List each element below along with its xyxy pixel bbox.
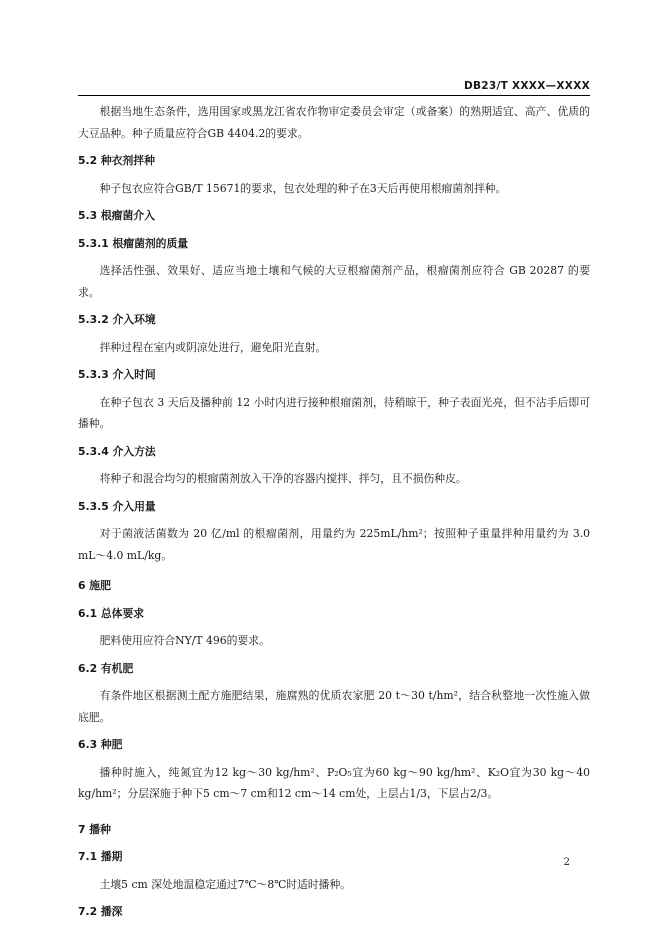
heading-6-2: 6.2 有机肥: [78, 661, 134, 675]
heading-5-3-1: 5.3.1 根瘤菌剂的质量: [78, 236, 189, 250]
paragraph-fertilizer-general: 肥料使用应符合NY/T 496的要求。: [99, 634, 270, 647]
paragraph-seed-coating: 种子包衣应符合GB/T 15671的要求，包衣处理的种子在3天后再使用根瘤菌剂拌种。: [99, 181, 507, 195]
heading-5-3-2: 5.3.2 介入环境: [78, 313, 156, 326]
heading-6-3: 6.3 种肥: [78, 738, 123, 751]
heading-6: 6 施肥: [78, 579, 111, 592]
heading-5-3-5: 5.3.5 介入用量: [78, 499, 156, 513]
heading-5-3-4: 5.3.4 介入方法: [78, 444, 156, 458]
document-code: DB23/T XXXX—XXXX: [463, 80, 590, 92]
heading-7-2: 7.2 播深: [78, 905, 123, 918]
paragraph-sowing-date: 土壤5 cm 深处地温稳定通过7℃～8℃时适时播种。: [99, 877, 352, 891]
paragraph-inoculation-environment: 拌种过程在室内或阴凉处进行，避免阳光直射。: [99, 340, 327, 354]
document-body: [78, 101, 590, 923]
page-number: 2: [563, 857, 570, 868]
heading-5-3-3: 5.3.3 介入时间: [78, 368, 156, 381]
heading-7-1: 7.1 播期: [78, 850, 123, 863]
heading-6-1: 6.1 总体要求: [78, 606, 145, 620]
paragraph-organic-fertilizer: 有条件地区根据测土配方施肥结果，施腐熟的优质农家肥 20 t～30 t/hm²，结合秋整地一次性施入做底肥。: [78, 689, 590, 724]
heading-5-3: 5.3 根瘤菌介入: [78, 209, 155, 222]
paragraph-variety-selection: 根据当地生态条件，选用国家或黑龙江省农作物审定委员会审定（或备案）的熟期适宜、高产、优质的大豆品种。种子质量应符合GB 4404.2的要求。: [78, 105, 590, 140]
paragraph-seed-fertilizer: 播种时施入，纯氮宜为12 kg～30 kg/hm²、P₂O₅宜为60 kg～90 kg/hm²、K₂O宜为30 kg～40 kg/hm²；分层深施于种下5 cm～7 cm和12 cm～14 cm处，上层占1/3，下层占2/3。: [78, 765, 590, 800]
heading-7: 7 播种: [78, 822, 111, 836]
paragraph-inoculant-dosage: 对于菌液活菌数为 20 亿/ml 的根瘤菌剂，用量约为 225mL/hm²；按照种子重量拌种用量约为 3.0 mL～4.0 mL/kg。: [78, 527, 590, 562]
header-rule: [78, 95, 590, 96]
heading-5-2: 5.2 种衣剂拌种: [78, 154, 155, 167]
paragraph-inoculant-quality: 选择活性强、效果好、适应当地土壤和气候的大豆根瘤菌剂产品，根瘤菌剂应符合 GB 20287 的要求。: [78, 264, 590, 299]
paragraph-inoculation-method: 将种子和混合均匀的根瘤菌剂放入干净的容器内搅拌、拌匀，且不损伤种皮。: [99, 472, 467, 485]
paragraph-inoculation-time: 在种子包衣 3 天后及播种前 12 小时内进行接种根瘤菌剂，待稍晾干，种子表面光亮，但不沾手后即可播种。: [78, 395, 590, 430]
